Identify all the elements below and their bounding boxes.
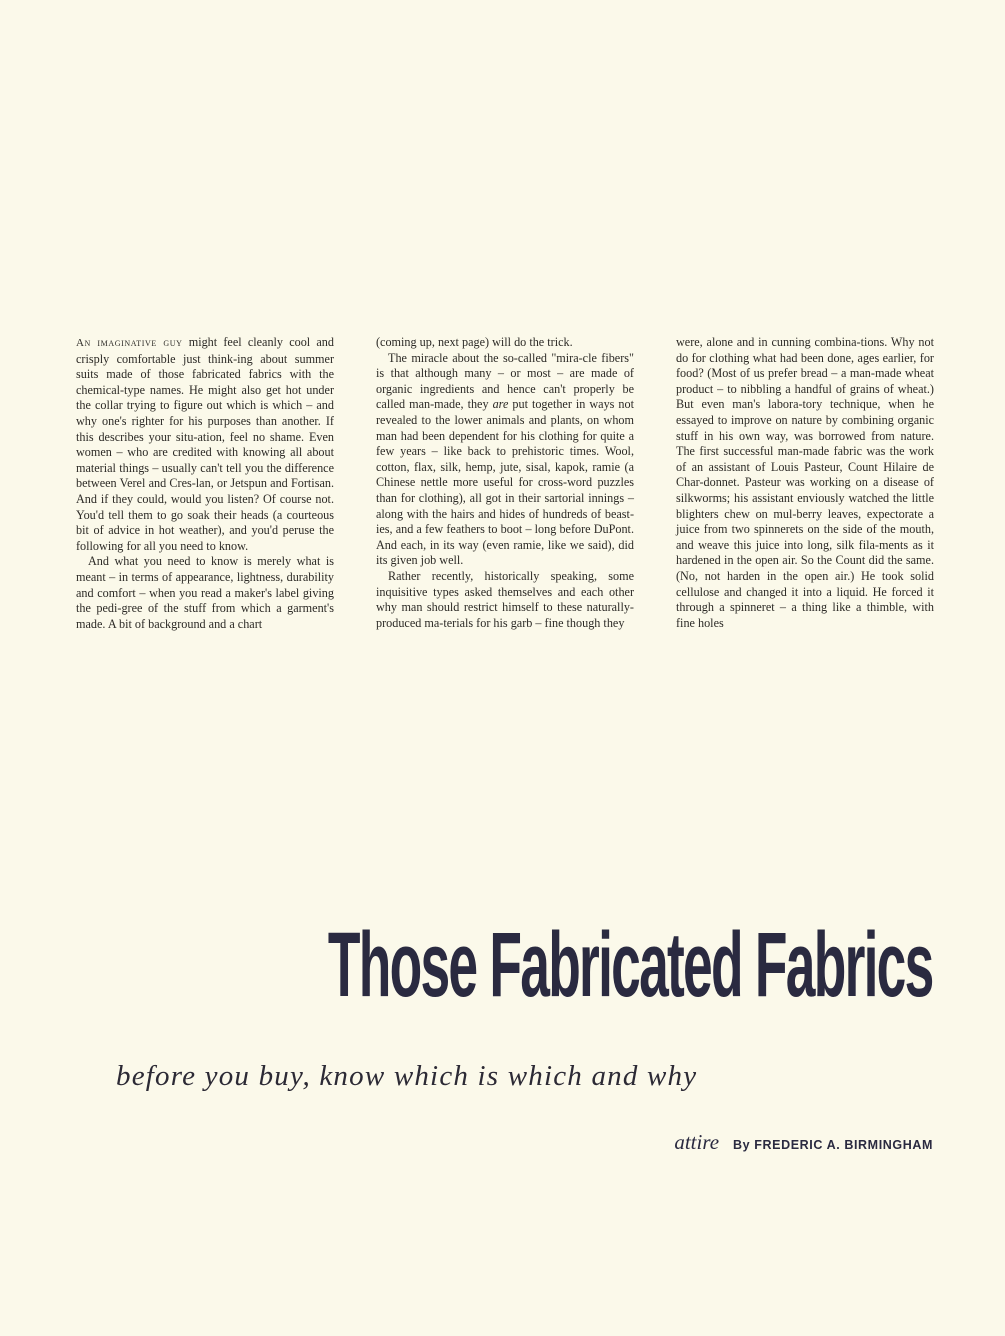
section-label: attire xyxy=(674,1130,720,1154)
paragraph: were, alone and in cunning combina-tions. Why not do for clothing what had been done, ages earlier, for food? (Most of us prefer bread – a man-made wheat product – to nibbling a handful of grains of wheat.) But even man's labora-tory technique, when he essayed to improve on nature by combining organic stuff in his own way, was borrowed from nature. The first successful man-made fabric was the work of an assistant of Louis Pasteur, Count Hilaire de Char-donnet. Pasteur was working on a disease of silkworms; his assistant enviously watched the little blighters chew on mul-berry leaves, expectorate a juice from two spinnerets on the side of the mouth, and weave this juice into long, silk fila-ments as it hardened in the open air. So the Count did the same. (No, not harden in the open air.) He took solid cellulose and changed it into a liquid. He forced it through a spinneret – a thing like a thimble, with fine holes xyxy=(676,335,934,630)
paragraph xyxy=(376,351,634,569)
paragraph: And what you need to know is merely what is meant – in terms of appearance, lightness, durability and comfort – when you read a maker's label giving the pedi-gree of the stuff from which a garment's made. A bit of background and a chart xyxy=(76,554,334,631)
text-column-3 xyxy=(676,335,934,632)
byline xyxy=(674,1130,933,1155)
paragraph-text: might feel cleanly cool and crisply comfortable just think-ing about summer suits made of those fabricated fabrics with the chemical-type names. He might also get hot under the collar trying to figure out which is which – and why one's righter for his purposes than another. If this describes your situ-ation, feel no shame. Even women – who are credited with knowing all about material things – usually can't tell you the difference between Verel and Cres-lan, or Jetspun and Fortisan. And if they could, would you listen? Of course not. You'd tell them to go soak their heads (a courteous bit of advice in hot weather), and you'd peruse the following for all you need to know. xyxy=(76,335,334,553)
text-column-2 xyxy=(376,335,634,632)
paragraph xyxy=(76,335,334,554)
text-column-1 xyxy=(76,335,334,632)
paragraph-text: The miracle about the so-called "mira-cle fibers" is that although many – or most – are made of organic ingredients and hence can't properly be called man-made, they xyxy=(376,350,634,412)
paragraph: (coming up, next page) will do the trick. xyxy=(376,335,573,349)
author-credit: By FREDERIC A. BIRMINGHAM xyxy=(733,1138,933,1152)
lead-in: An imaginative guy xyxy=(76,337,183,349)
paragraph-text: put together in ways not revealed to the lower animals and plants, on whom man had been dependent for his clothing for quite a few years – like back to prehistoric times. Wool, cotton, flax, silk, hemp, jute, sisal, kapok, ramie (a Chinese nettle more useful for cross-word puzzles than for clothing), all got in their sartorial innings – along with the hairs and hides of hundreds of beast-ies, and a few feathers to boot – long before DuPont. And each, in its way (even ramie, like we said), did its given job well. xyxy=(376,397,634,568)
emphasis: are xyxy=(492,397,509,412)
article-body xyxy=(76,335,934,632)
article-subtitle: before you buy, know which is which and why xyxy=(116,1060,698,1092)
article-title: Those Fabricated Fabrics xyxy=(328,914,933,1016)
paragraph: Rather recently, historically speaking, some inquisitive types asked themselves and each other why man should restrict himself to these naturally-produced ma-terials for his garb – fine though they xyxy=(376,568,634,630)
